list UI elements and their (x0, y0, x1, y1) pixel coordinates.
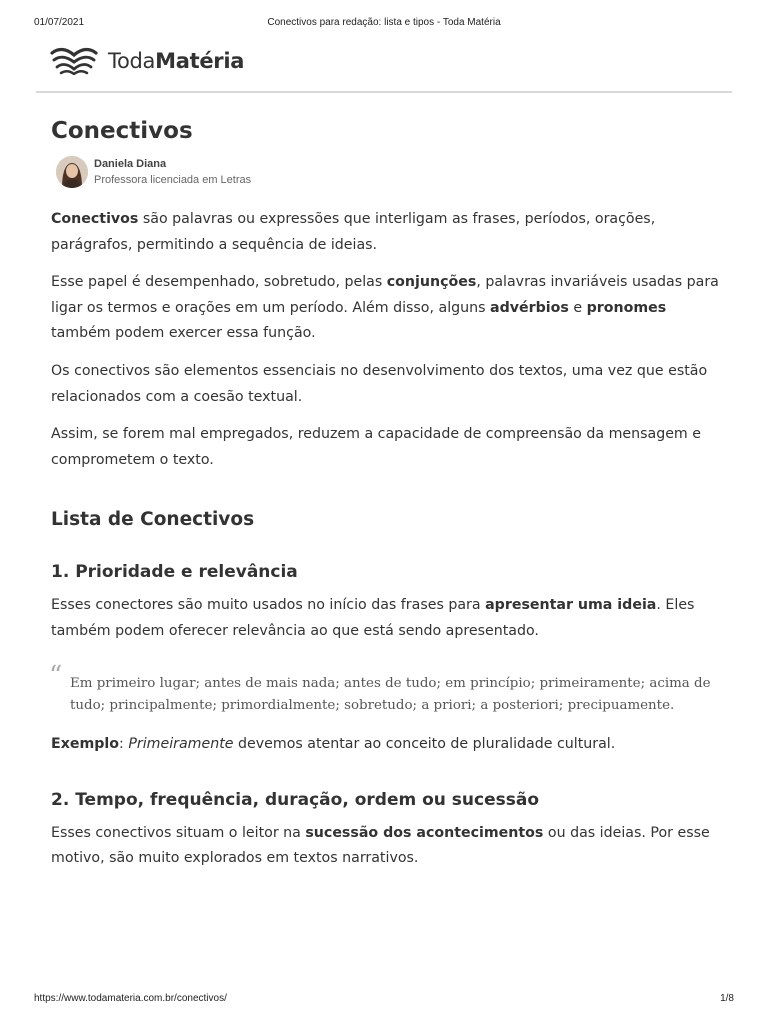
example-paragraph (51, 732, 719, 758)
subsection-2-paragraph (51, 821, 719, 872)
text-span: e (568, 299, 587, 316)
logo-text-light: Toda (108, 49, 156, 73)
quote-mark-icon: “ (49, 660, 63, 691)
intro-paragraph-1 (51, 207, 719, 258)
print-url: https://www.todamateria.com.br/conectivos/ (34, 993, 227, 1004)
example-label: Exemplo (51, 736, 120, 753)
text-span: . Eles também podem oferecer relevância ao que está sendo apresentado. (51, 597, 695, 639)
text-span: Esses conectores são muito usados no início das frases para (51, 597, 486, 614)
subsection-title-1: 1. Prioridade e relevância (51, 562, 298, 583)
site-logo-link[interactable] (36, 44, 266, 84)
print-page-number: 1/8 (720, 993, 734, 1004)
keyword-apresentar-ideia: apresentar uma ideia (485, 597, 657, 614)
author-avatar[interactable] (56, 156, 88, 188)
author-block (51, 156, 719, 196)
connectives-quote (49, 660, 719, 719)
print-date: 01/07/2021 (34, 17, 85, 28)
keyword-conjuncoes: conjunções (386, 274, 477, 291)
print-document-title: Conectivos para redação: lista e tipos - Toda Matéria (267, 17, 501, 28)
section-title-lista: Lista de Conectivos (51, 509, 255, 531)
text-span: Esse papel é desempenhado, sobretudo, pelas (51, 274, 387, 291)
article (51, 113, 719, 872)
subsection-1-paragraph (51, 593, 719, 644)
author-name[interactable]: Daniela Diana (94, 158, 167, 170)
text-span: Esses conectivos situam o leitor na (51, 824, 306, 841)
quote-text: Em primeiro lugar; antes de mais nada; antes de tudo; em princípio; primeiramente; acima de tudo; principalmente; primordialmente; sobretudo; a priori; a posteriori; precipuamente. (70, 675, 711, 714)
logo-text-bold: Matéria (155, 49, 245, 73)
intro-paragraph-2 (51, 270, 719, 347)
intro-paragraph-3: Os conectivos são elementos essenciais no desenvolvimento dos textos, uma vez que estão relacionados com a coesão textual. (51, 362, 708, 405)
text-span: também podem exercer essa função. (51, 325, 316, 342)
print-footer (34, 993, 734, 1007)
text-span: são palavras ou expressões que interligam as frases, períodos, orações, parágrafos, permitindo a sequência de ideias. (51, 211, 656, 253)
todamateria-logo-icon (50, 47, 98, 75)
text-span: , palavras invariáveis usadas para ligar os termos e orações em um período. Além disso, alguns (51, 274, 719, 316)
article-title: Conectivos (51, 118, 193, 144)
keyword-pronomes: pronomes (586, 299, 667, 316)
site-header (36, 44, 732, 93)
intro-paragraph-4: Assim, se forem mal empregados, reduzem a capacidade de compreensão da mensagem e comprometem o texto. (51, 426, 701, 468)
text-span: : (119, 736, 129, 753)
print-header (34, 17, 734, 31)
site-logo-text (108, 49, 244, 73)
text-span: devemos atentar ao conceito de pluralidade cultural. (233, 736, 616, 753)
subsection-title-2: 2. Tempo, frequência, duração, ordem ou sucessão (51, 789, 540, 810)
example-emphasis: Primeiramente (128, 736, 234, 753)
keyword-adverbios: advérbios (490, 299, 569, 316)
keyword-sucessao: sucessão dos acontecimentos (305, 824, 544, 841)
keyword-conectivos: Conectivos (51, 211, 139, 227)
author-role: Professora licenciada em Letras (94, 174, 252, 186)
text-span: ou das ideias. Por esse motivo, são muito explorados em textos narrativos. (51, 824, 710, 867)
